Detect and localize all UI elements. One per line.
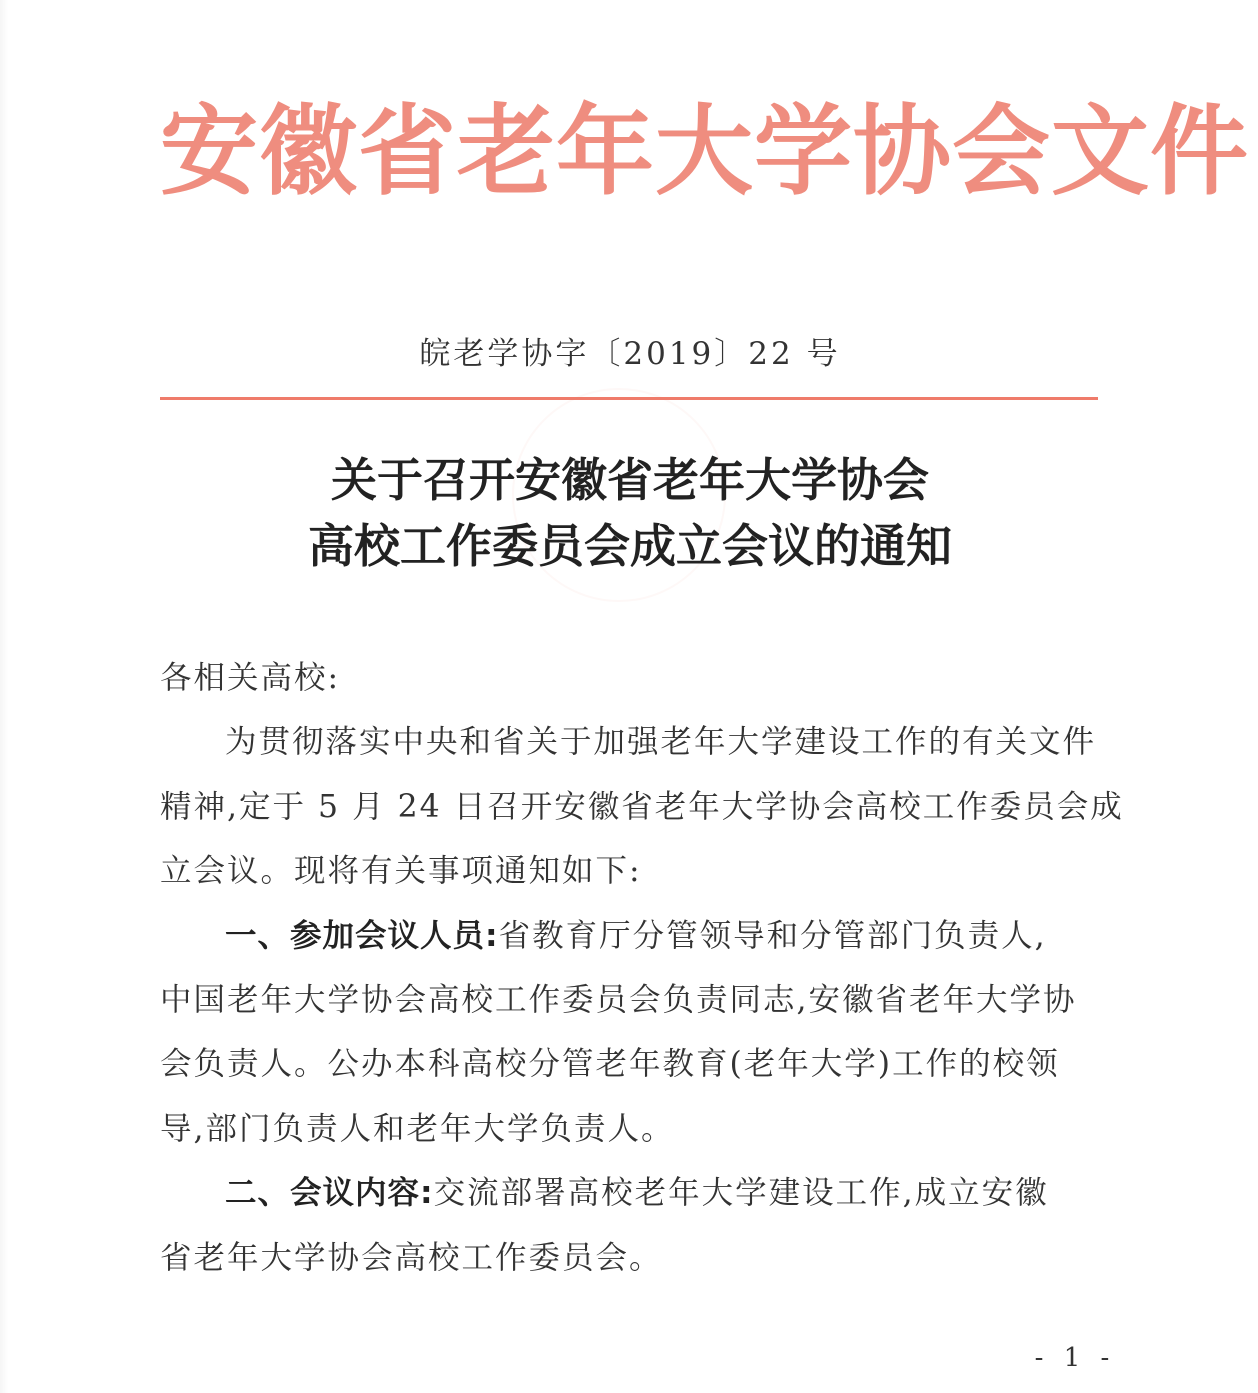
notice-title-line-1: 关于召开安徽省老年大学协会	[331, 453, 929, 507]
letterhead-title: 安徽省老年大学协会文件	[160, 95, 1250, 209]
section-1-line-3: 会负责人。公办本科高校分管老年教育(老年大学)工作的校领	[160, 1046, 1060, 1082]
section-1-line-1	[225, 914, 1106, 958]
section-2-line-1	[225, 1171, 1106, 1215]
section-1-line-4: 导,部门负责人和老年大学负责人。	[160, 1111, 675, 1147]
scan-edge-shadow	[0, 0, 8, 1393]
paragraph-1-line-3: 立会议。现将有关事项通知如下:	[160, 853, 642, 889]
section-1-heading: 一、参加会议人员:	[225, 918, 499, 954]
page-number: - 1 -	[1034, 1343, 1116, 1373]
document-number: 皖老学协字〔2019〕22 号	[419, 336, 841, 372]
salutation: 各相关高校:	[160, 660, 341, 696]
paragraph-1-line-2: 精神,定于 5 月 24 日召开安徽省老年大学协会高校工作委员会成	[160, 789, 1124, 825]
section-1-line-2: 中国老年大学协会高校工作委员会负责同志,安徽省老年大学协	[160, 982, 1077, 1018]
notice-title-line-2: 高校工作委员会成立会议的通知	[308, 519, 952, 573]
section-2-line-1-text: 交流部署高校老年大学建设工作,成立安徽	[433, 1175, 1049, 1211]
section-1-line-1-text: 省教育厅分管领导和分管部门负责人,	[498, 918, 1047, 954]
section-2-heading: 二、会议内容:	[225, 1175, 434, 1211]
section-2-line-2: 省老年大学协会高校工作委员会。	[160, 1240, 663, 1276]
paragraph-1-line-1: 为贯彻落实中央和省关于加强老年大学建设工作的有关文件	[225, 724, 1097, 760]
